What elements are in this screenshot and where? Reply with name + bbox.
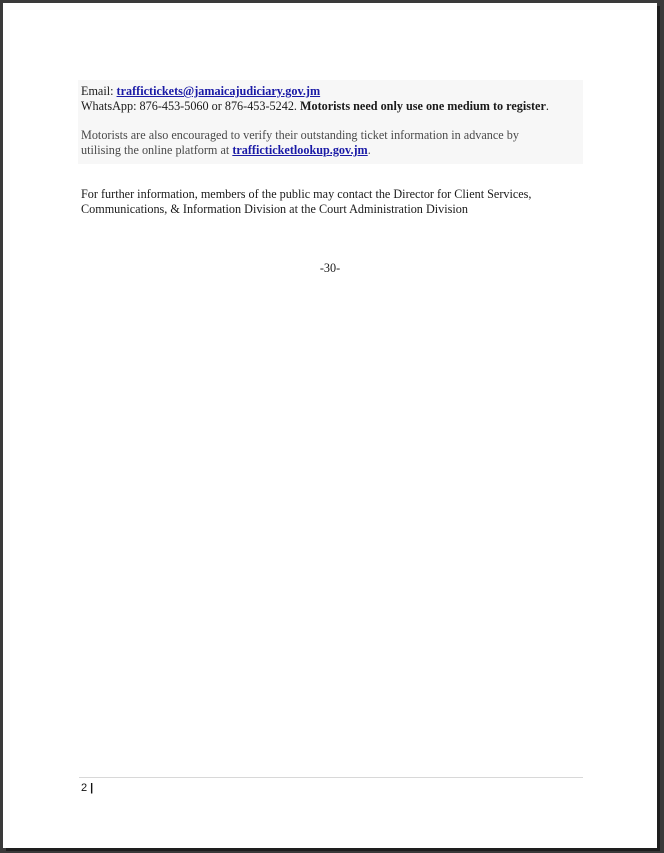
whatsapp-line bbox=[81, 99, 549, 114]
verify-prefix: utilising the online platform at bbox=[81, 143, 233, 157]
footer-divider bbox=[79, 777, 583, 778]
end-mark: -30- bbox=[319, 261, 341, 275]
whatsapp-end: . bbox=[545, 99, 549, 113]
lookup-link[interactable]: trafficticketlookup.gov.jm bbox=[232, 143, 368, 157]
verify-end: . bbox=[367, 143, 371, 157]
page-footer bbox=[81, 782, 93, 794]
verify-line-2 bbox=[81, 143, 371, 158]
whatsapp-text: WhatsApp: 876-453-5060 or 876-453-5242. bbox=[81, 99, 301, 113]
footer-separator: | bbox=[90, 782, 94, 794]
page-number: 2 bbox=[81, 782, 88, 794]
email-label: Email: bbox=[81, 84, 117, 98]
register-note: Motorists need only use one medium to register bbox=[300, 99, 546, 113]
verify-line-1: Motorists are also encouraged to verify their outstanding ticket information in advance by bbox=[81, 128, 519, 142]
document-page bbox=[3, 3, 657, 848]
email-line bbox=[81, 84, 320, 99]
further-info-line-1: For further information, members of the public may contact the Director for Client Services, bbox=[81, 187, 532, 201]
email-link[interactable]: traffictickets@jamaicajudiciary.gov.jm bbox=[116, 84, 321, 98]
further-info-line-2: Communications, & Information Division at the Court Administration Division bbox=[81, 202, 468, 216]
